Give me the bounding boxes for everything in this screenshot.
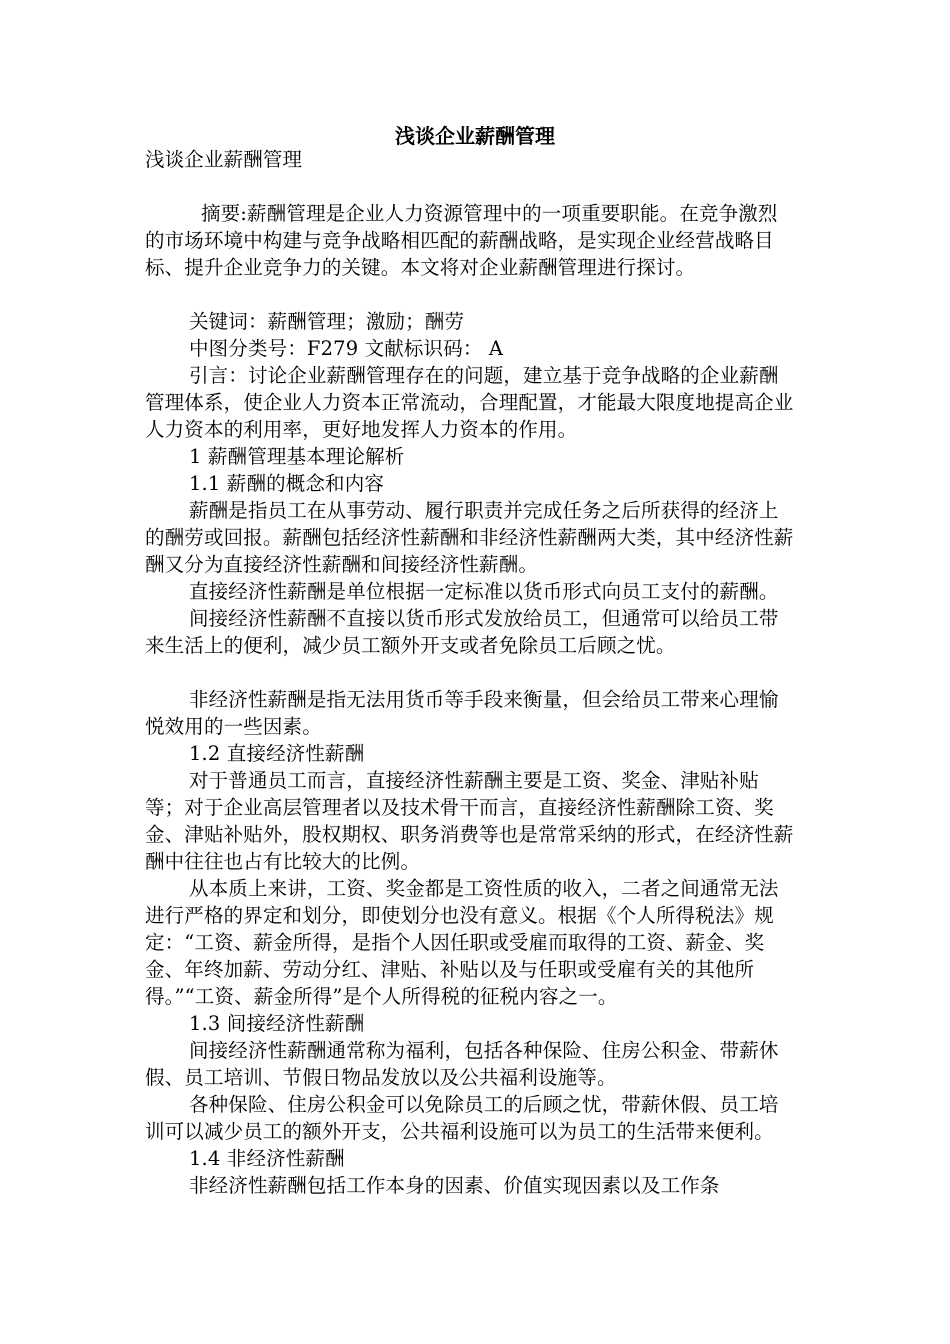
keywords-line: 关键词：薪酬管理；激励；酬劳 (189, 310, 465, 333)
classification-line: 中图分类号：F279 文献标识码： A (189, 337, 504, 360)
intro-paragraph: 引言：讨论企业薪酬管理存在的问题，建立基于竞争战略的企业薪酬管理体系，使企业人力资本正常流动，合理配置，才能最大限度地提高企业人力资本的利用率，更好地发挥人力资本的作用。 (145, 364, 794, 441)
section-heading-1: 1 薪酬管理基本理论解析 (189, 445, 405, 468)
abstract-paragraph: 摘要:薪酬管理是企业人力资源管理中的一项重要职能。在竞争激烈的市场环境中构建与竞争战略相匹配的薪酬战略，是实现企业经营战略目标、提升企业竞争力的关键。本文将对企业薪酬管理进行探讨。 (145, 202, 778, 279)
body-paragraph: 各种保险、住房公积金可以免除员工的后顾之忧，带薪休假、员工培训可以减少员工的额外开支，公共福利设施可以为员工的生活带来便利。 (145, 1093, 779, 1143)
body-paragraph: 直接经济性薪酬是单位根据一定标准以货币形式向员工支付的薪酬。 (189, 580, 779, 603)
body-paragraph: 薪酬是指员工在从事劳动、履行职责并完成任务之后所获得的经济上的酬劳或回报。薪酬包括经济性薪酬和非经济性薪酬两大类，其中经济性薪酬又分为直接经济性薪酬和间接经济性薪酬。 (145, 499, 794, 576)
document-title: 浅谈企业薪酬管理 (395, 124, 555, 148)
section-heading-1-4: 1.4 非经济性薪酬 (189, 1147, 345, 1170)
document-subtitle: 浅谈企业薪酬管理 (145, 148, 303, 171)
section-heading-1-3: 1.3 间接经济性薪酬 (189, 1012, 365, 1035)
document-body (145, 146, 797, 1199)
body-paragraph: 非经济性薪酬是指无法用货币等手段来衡量，但会给员工带来心理愉悦效用的一些因素。 (145, 688, 779, 738)
spacer (145, 281, 797, 308)
body-paragraph: 对于普通员工而言，直接经济性薪酬主要是工资、奖金、津贴补贴等；对于企业高层管理者以及技术骨干而言，直接经济性薪酬除工资、奖金、津贴补贴外，股权期权、职务消费等也是常常采纳的形式，在经济性薪酬中往往也占有比较大的比例。 (145, 769, 794, 873)
section-heading-1-1: 1.1 薪酬的概念和内容 (189, 472, 385, 495)
spacer (145, 659, 797, 686)
body-paragraph: 间接经济性薪酬不直接以货币形式发放给员工，但通常可以给员工带来生活上的便利，减少员工额外开支或者免除员工后顾之忧。 (145, 607, 779, 657)
body-paragraph: 从本质上来讲，工资、奖金都是工资性质的收入，二者之间通常无法进行严格的界定和划分，即使划分也没有意义。根据《个人所得税法》规定：“工资、薪金所得，是指个人因任职或受雇而取得的工资、薪金、奖金、年终加薪、劳动分红、津贴、补贴以及与任职或受雇有关的其他所得。”“工资、薪金所得”是个人所得税的征税内容之一。 (145, 877, 779, 1008)
body-paragraph: 非经济性薪酬包括工作本身的因素、价值实现因素以及工作条 (189, 1174, 720, 1197)
section-heading-1-2: 1.2 直接经济性薪酬 (189, 742, 365, 765)
spacer (145, 173, 797, 200)
body-paragraph: 间接经济性薪酬通常称为福利，包括各种保险、住房公积金、带薪休假、员工培训、节假日物品发放以及公共福利设施等。 (145, 1039, 779, 1089)
